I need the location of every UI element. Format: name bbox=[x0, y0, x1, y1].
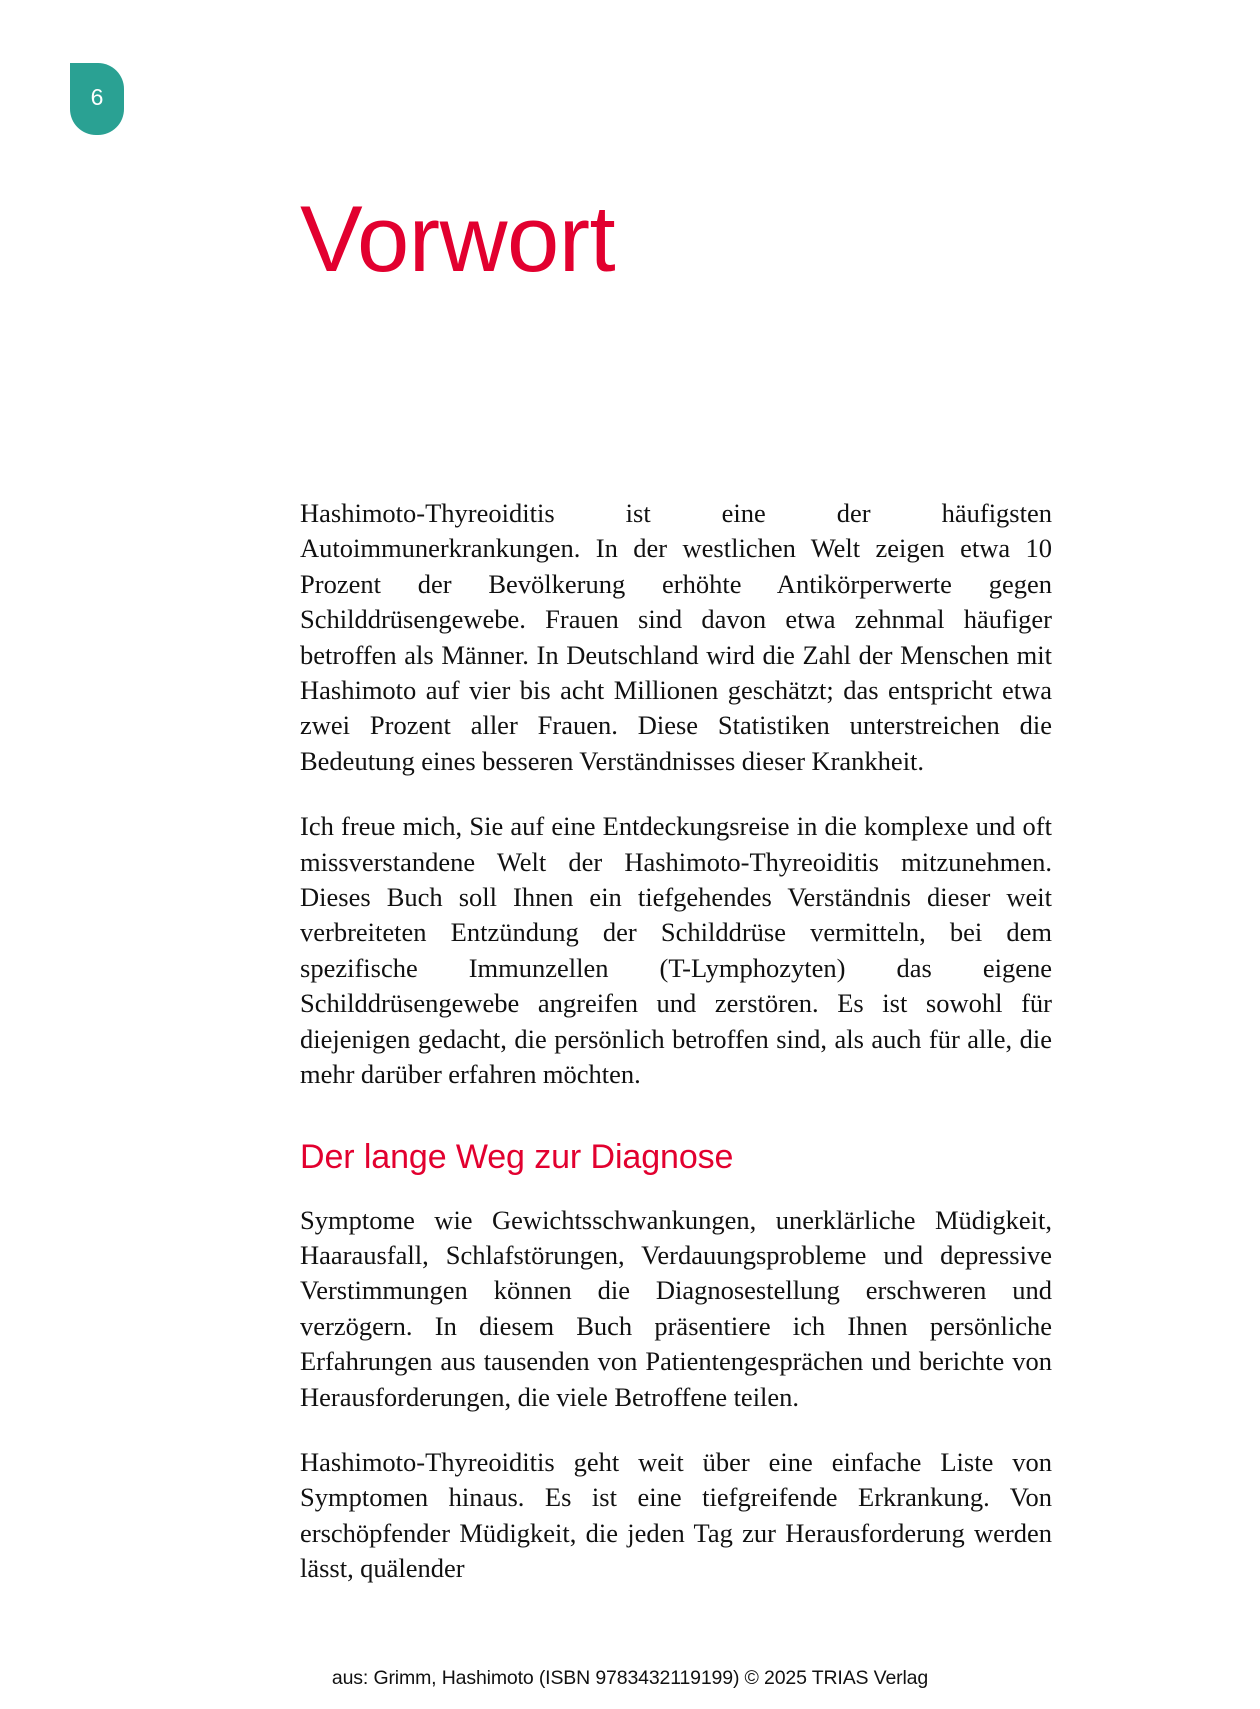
footer-source-note: aus: Grimm, Hashimoto (ISBN 9783432119199) © 2025 TRIAS Verlag bbox=[331, 1667, 929, 1689]
paragraph-author-welcome: Ich freue mich, Sie auf eine Entdeckungsreise in die komplexe und oft missverstandene Welt der Hashimoto-Thyreoiditis mitzunehmen. Dieses Buch soll Ihnen ein tiefgehendes Verständnis dieser weit verbreiteten Entzündung der Schilddrüse vermitteln, bei dem spezifische Immunzellen (T-Lymphozyten) das eigene Schilddrüsengewebe angreifen und zerstören. Es ist sowohl für diejenigen gedacht, die persönlich betroffen sind, als auch für alle, die mehr darüber erfahren möchten. bbox=[300, 811, 1052, 1090]
page-number-badge bbox=[70, 63, 124, 135]
paragraph-beyond-symptoms: Hashimoto-Thyreoiditis geht weit über eine einfache Liste von Symptomen hinaus. Es ist eine tiefgreifende Erkrankung. Von erschöpfender Müdigkeit, die jeden Tag zur Herausforderung werden lässt, quälender bbox=[300, 1446, 1052, 1584]
paragraph-symptoms: Symptome wie Gewichtsschwankungen, unerklärliche Müdigkeit, Haarausfall, Schlafstörungen, Verdauungsprobleme und depressive Verstimmungen können die Diagnosestellung erschweren und verzögern. In diesem Buch präsentiere ich Ihnen persönliche Erfahrungen aus tausenden von Patientengesprächen und berichte von Herausforderungen, die viele Betroffene teilen. bbox=[300, 1204, 1052, 1412]
section-heading-diagnosis: Der lange Weg zur Diagnose bbox=[300, 1137, 734, 1176]
page-number-label: 6 bbox=[90, 83, 104, 110]
body-text-block bbox=[300, 496, 1052, 1587]
page-title: Vorwort bbox=[300, 186, 616, 291]
paragraph-intro-statistics: Hashimoto-Thyreoiditis ist eine der häufigsten Autoimmunerkrankungen. In der westlichen Welt zeigen etwa 10 Prozent der Bevölkerung erhöhte Antikörperwerte gegen Schilddrüsengewebe. Frauen sind davon etwa zehnmal häufiger betroffen als Männer. In Deutschland wird die Zahl der Menschen mit Hashimoto auf vier bis acht Millionen geschätzt; das entspricht etwa zwei Prozent aller Frauen. Diese Statistiken unterstreichen die Bedeutung eines besseren Verständnisses dieser Krankheit. bbox=[300, 498, 1052, 776]
